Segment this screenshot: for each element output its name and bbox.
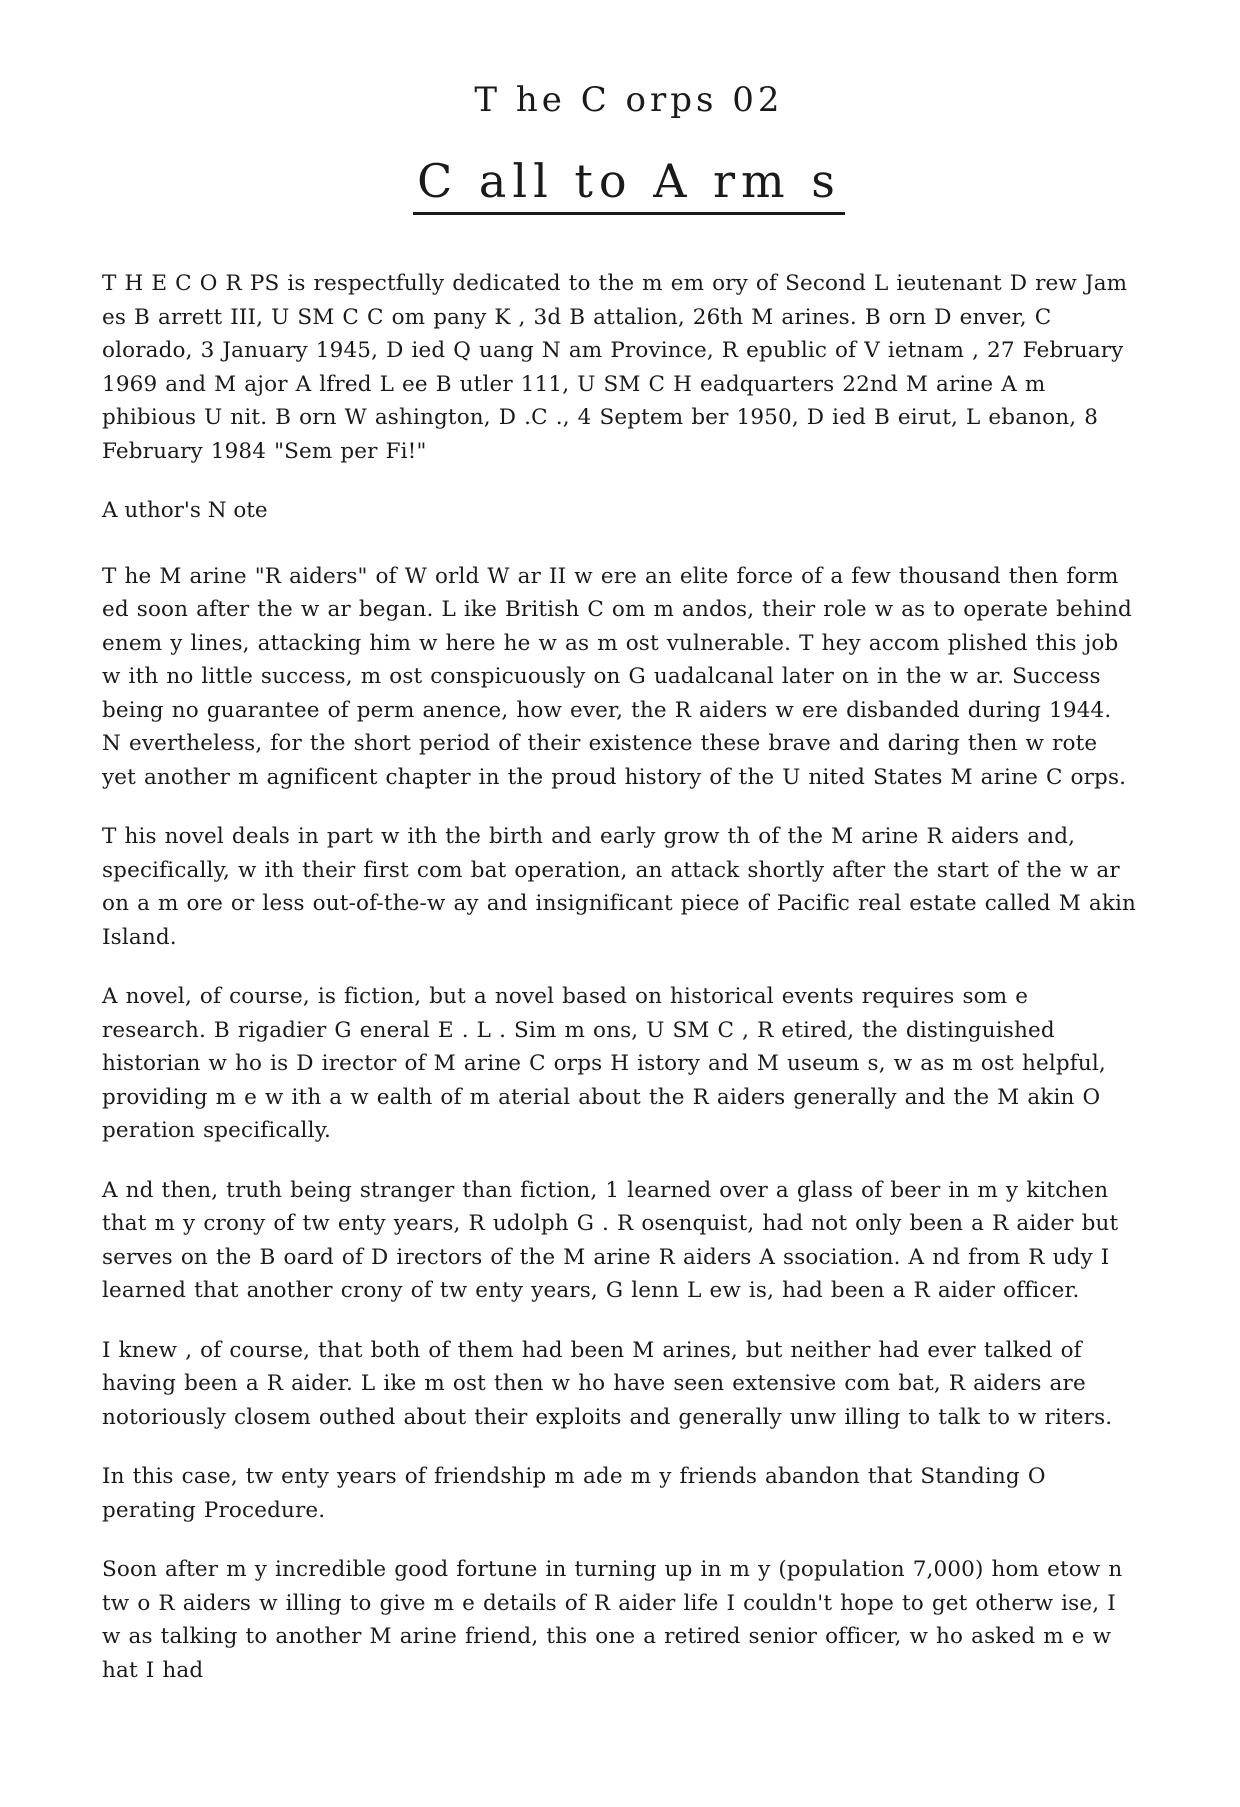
body-paragraph: Soon after m y incredible good fortune in turning up in m y (population 7,000) hom etow n tw o R aiders w illing to give m e details of R aider life I couldn't hope to get otherw ise, I w as talking to another M arine friend, this one a retired senior officer, w ho asked m e w hat I had bbox=[102, 1557, 1123, 1683]
body-paragraph: T his novel deals in part w ith the birth and early grow th of the M arine R aiders and, specifically, w ith their first com bat operation, an attack shortly after the start of the w ar on a m ore or less out-of-the-w ay and insignificant piece of Pacific real estate called M akin Island. bbox=[102, 824, 1137, 950]
book-title-container bbox=[102, 152, 1138, 215]
body-paragraph: In this case, tw enty years of friendship m ade m y friends abandon that Standing O perating Procedure. bbox=[102, 1464, 1046, 1523]
body-paragraph: I knew , of course, that both of them had been M arines, but neither had ever talked of having been a R aider. L ike m ost then w ho have seen extensive com bat, R aiders are notoriously closem outhed about their exploits and generally unw illing to talk to w riters. bbox=[102, 1337, 1113, 1430]
authors-note-heading: A uthor's N ote bbox=[102, 498, 268, 523]
book-title: C all to A rm s bbox=[413, 152, 845, 215]
body-paragraph: T he M arine "R aiders" of W orld W ar II w ere an elite force of a few thousand then form ed soon after the w ar began. L ike British C om m andos, their role w as to operate behind enem y lines, attacking him w here he w as m ost vulnerable. T hey accom plished this job w ith no little success, m ost conspicuously on G uadalcanal later on in the w ar. Success being no guarantee of perm anence, how ever, the R aiders w ere disbanded during 1944. N evertheless, for the short period of their existence these brave and daring then w rote yet another m agnificent chapter in the proud history of the U nited States M arine C orps. bbox=[102, 563, 1132, 790]
body-paragraph: A novel, of course, is fiction, but a novel based on historical events requires som e research. B rigadier G eneral E . L . Sim m ons, U SM C , R etired, the distinguished historian w ho is D irector of M arine C orps H istory and M useum s, w as m ost helpful, providing m e w ith a w ealth of m aterial about the R aiders generally and the M akin O peration specifically. bbox=[102, 984, 1106, 1143]
body-paragraph: A nd then, truth being stranger than fiction, 1 learned over a glass of beer in m y kitchen that m y crony of tw enty years, R udolph G . R osenquist, had not only been a R aider but serves on the B oard of D irectors of the M arine R aiders A ssociation. A nd from R udy I learned that another crony of tw enty years, G lenn L ew is, had been a R aider officer. bbox=[102, 1177, 1119, 1303]
dedication-paragraph: T H E C O R PS is respectfully dedicated to the m em ory of Second L ieutenant D rew Jam es B arrett III, U SM C C om pany K , 3d B attalion, 26th M arines. B orn D enver, C olorado, 3 January 1945, D ied Q uang N am Province, R epublic of V ietnam , 27 February 1969 and M ajor A lfred L ee B utler 111, U SM C H eadquarters 22nd M arine A m phibious U nit. B orn W ashington, D .C ., 4 Septem ber 1950, D ied B eirut, L ebanon, 8 February 1984 "Sem per Fi!" bbox=[102, 271, 1128, 464]
series-title: T he C orps 02 bbox=[474, 80, 784, 120]
